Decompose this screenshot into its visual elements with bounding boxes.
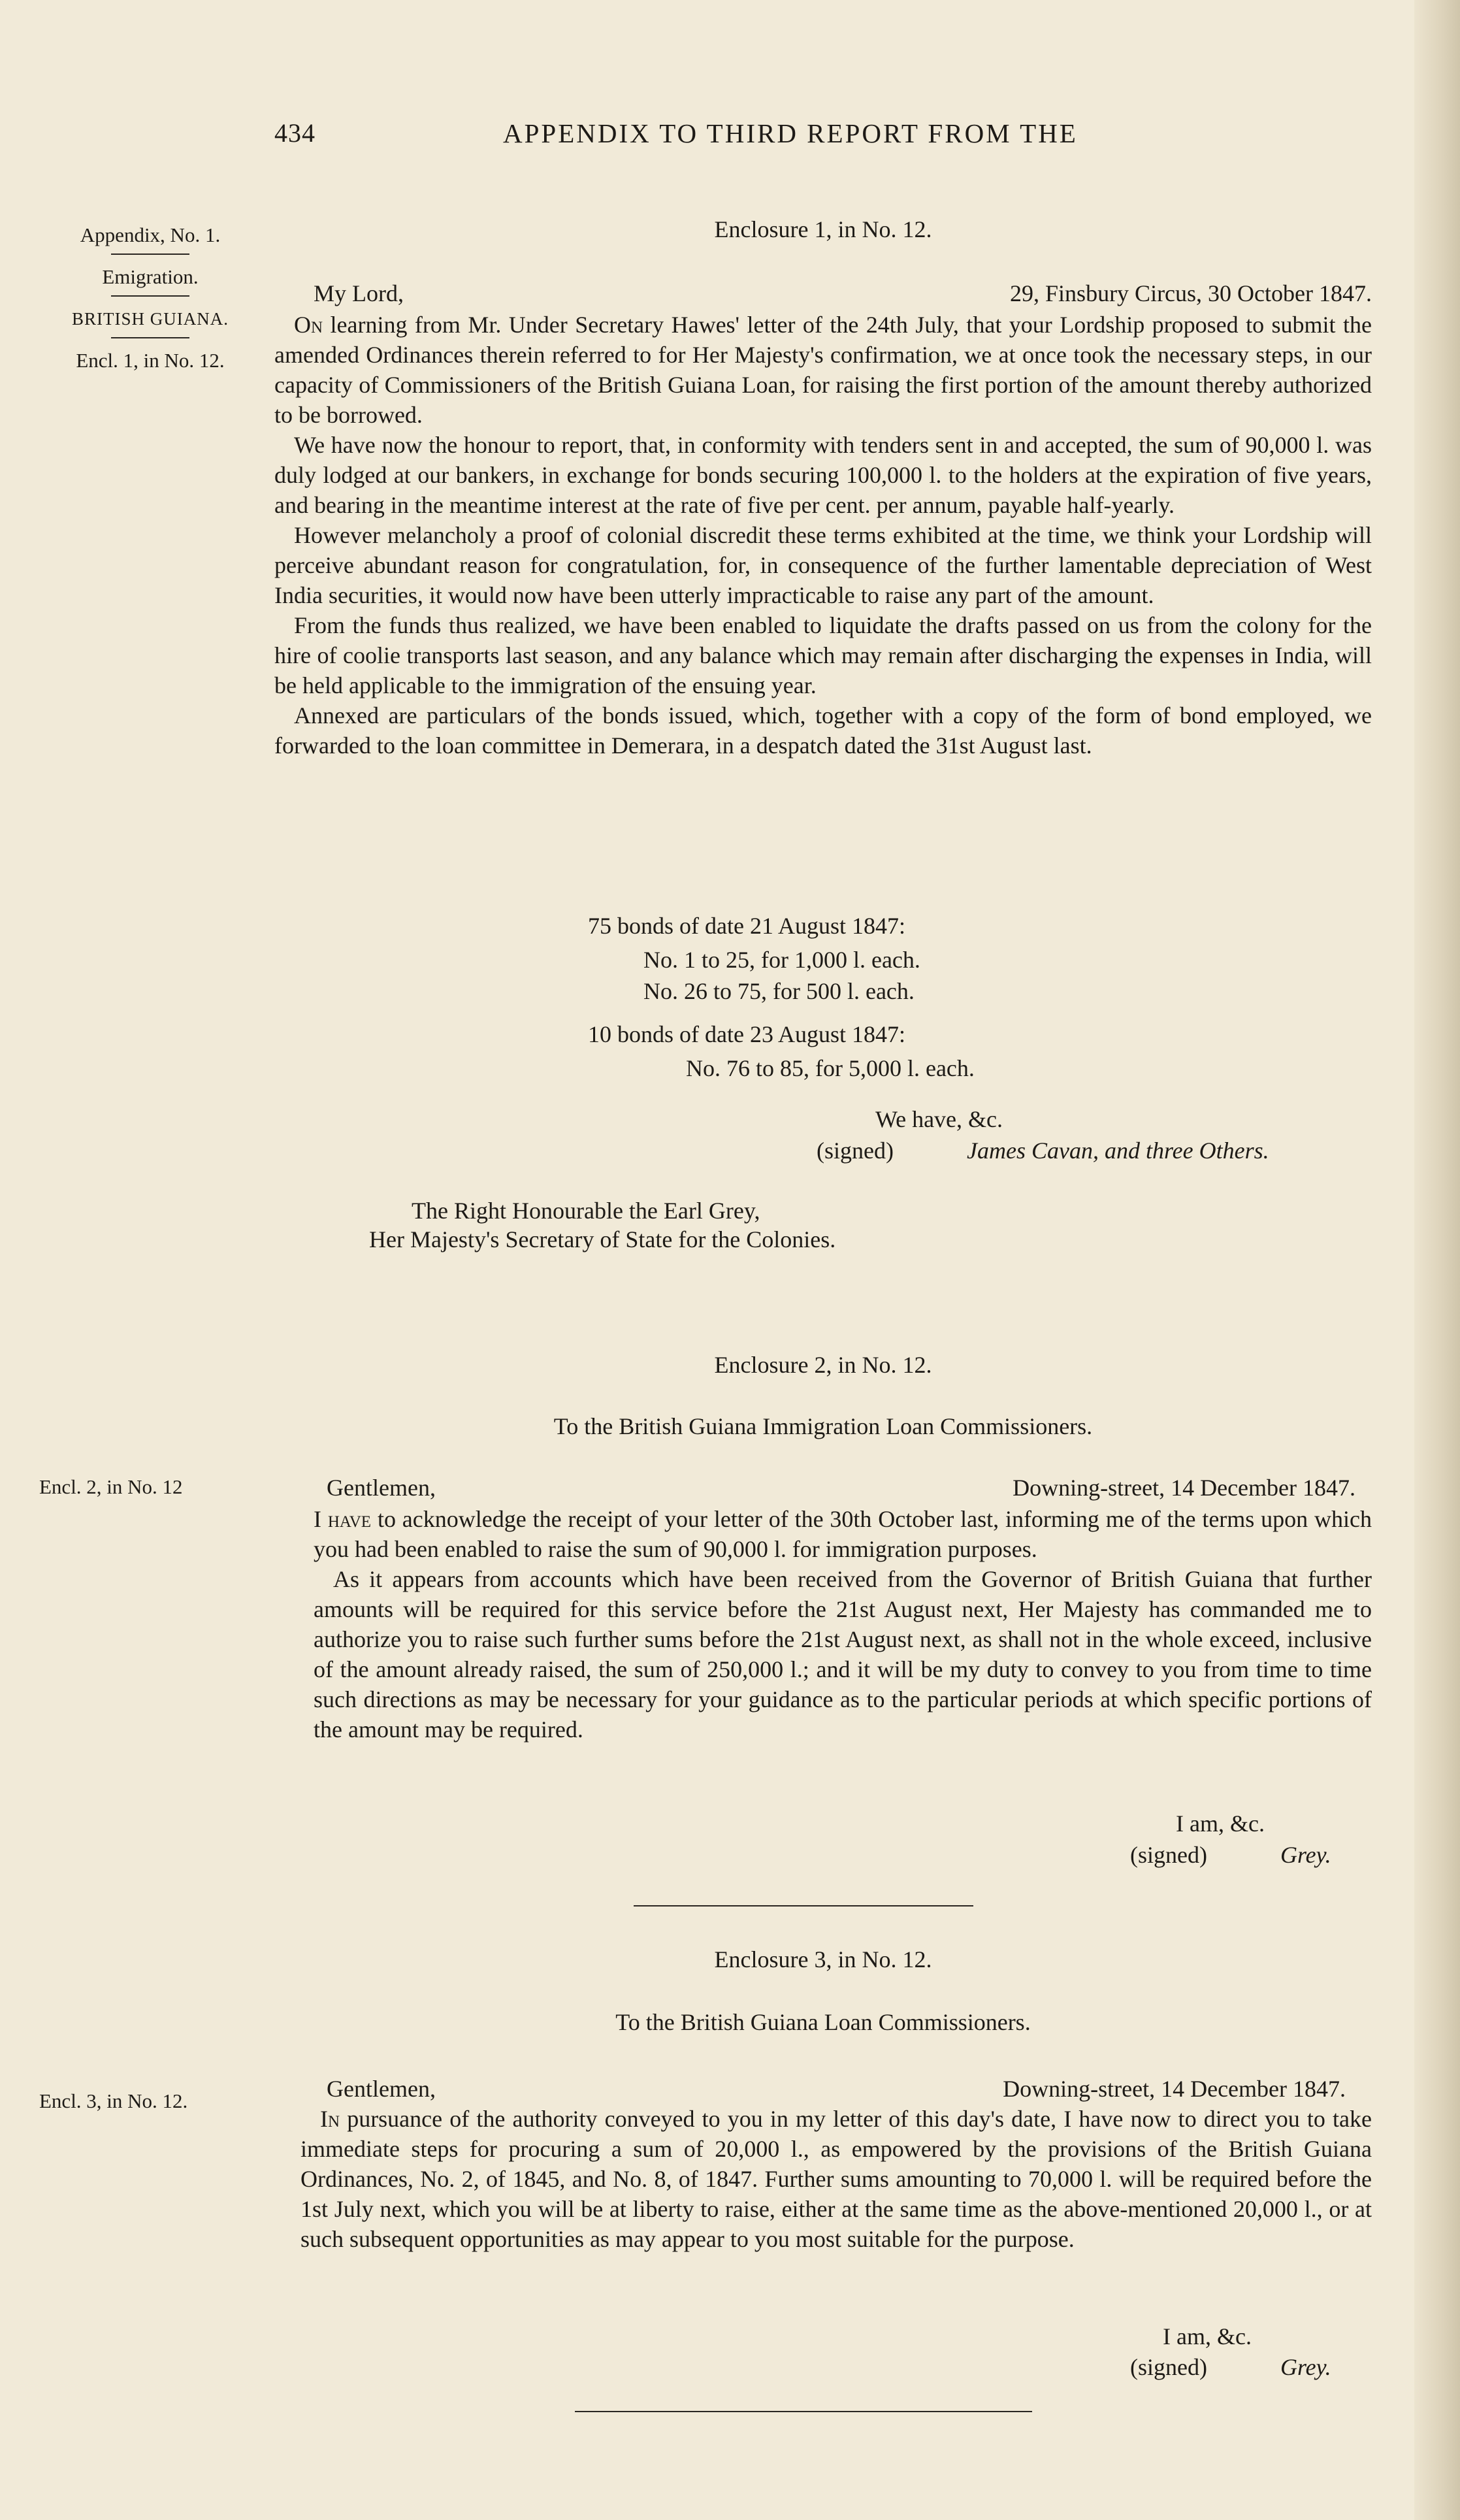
page-header: [0, 118, 1460, 157]
enclosure2-addressee: To the British Guiana Immigration Loan Commissioners.: [553, 1413, 1093, 1439]
signatory: Grey.: [1280, 1842, 1331, 1868]
paragraph: Annexed are particulars of the bonds issued, which, together with a copy of the form of bond employed, we forwarded to the loan committee in Demerara, in a despatch dated the 31st August last.: [274, 702, 1372, 759]
bonds2-line: No. 76 to 85, for 5,000 l. each.: [686, 1055, 975, 1081]
margin-rule: [111, 337, 189, 338]
signed-label: (signed): [817, 1137, 894, 1164]
salutation: Gentlemen,: [327, 2076, 436, 2102]
dateline: 29, Finsbury Circus, 30 October 1847.: [1010, 280, 1372, 306]
margin-encl1: Encl. 1, in No. 12.: [76, 349, 225, 372]
margin-topic: Emigration.: [102, 265, 199, 288]
enclosure3-addressee: To the British Guiana Loan Commissioners.: [615, 2009, 1031, 2035]
margin-encl3: Encl. 3, in No. 12.: [39, 2089, 188, 2112]
closing: I am, &c.: [1176, 1810, 1265, 1837]
dateline: Downing-street, 14 December 1847.: [1003, 2076, 1346, 2102]
margin-encl2: Encl. 2, in No. 12: [39, 1475, 183, 1498]
bonds1-title: 75 bonds of date 21 August 1847:: [588, 913, 905, 939]
section-rule: [575, 2411, 1032, 2412]
enclosure3-salutation-row: [274, 2075, 1372, 2108]
enclosure1-body: [274, 310, 1372, 761]
paragraph: [274, 310, 1372, 430]
enclosure3-heading: Enclosure 3, in No. 12.: [714, 1946, 932, 1972]
page-number: 434: [274, 118, 316, 148]
enclosure1-heading: Enclosure 1, in No. 12.: [714, 216, 932, 242]
opening-word: On: [294, 312, 323, 338]
enclosure2-salutation-row: [274, 1474, 1372, 1507]
running-title: APPENDIX TO THIRD REPORT FROM THE: [503, 118, 1078, 148]
closing: I am, &c.: [1163, 2323, 1252, 2349]
signatory: James Cavan, and three Others.: [967, 1137, 1269, 1164]
bonds2-title: 10 bonds of date 23 August 1847:: [588, 1021, 905, 1047]
signed-label: (signed): [1130, 2354, 1207, 2380]
paragraph: [300, 2104, 1372, 2254]
salutation: My Lord,: [314, 280, 404, 306]
addressee: Her Majesty's Secretary of State for the Colonies.: [369, 1226, 836, 1252]
closing: We have, &c.: [875, 1106, 1003, 1132]
margin-colony: BRITISH GUIANA.: [72, 309, 229, 329]
bonds1-line: No. 1 to 25, for 1,000 l. each.: [643, 947, 920, 973]
signatory: Grey.: [1280, 2354, 1331, 2380]
salutation: Gentlemen,: [327, 1475, 436, 1501]
paragraph: [314, 1504, 1372, 1564]
margin-notes: [39, 221, 261, 375]
dateline: Downing-street, 14 December 1847.: [1013, 1475, 1355, 1501]
paragraph: From the funds thus realized, we have been enabled to liquidate the drafts passed on us from the colony for the hire of coolie transports last season, and any balance which may remain after discharging the expenses in India, will be held applicable to the immigration of the ensuing year.: [274, 612, 1372, 698]
paragraph-text: to acknowledge the receipt of your letter of the 30th October last, informing me of the terms upon which you had been enabled to raise the sum of 90,000 l. for immigration purposes.: [314, 1506, 1372, 1562]
page-edge: [1414, 0, 1460, 2520]
bonds1-line: No. 26 to 75, for 500 l. each.: [643, 978, 915, 1004]
enclosure2-heading: Enclosure 2, in No. 12.: [714, 1352, 932, 1378]
paragraph-text: learning from Mr. Under Secretary Hawes' letter of the 24th July, that your Lordship proposed to submit the amended Ordinances therein referred to for Her Majesty's confirmation, we at once took the necessary steps, in our capacity of Commissioners of the British Guiana Loan, for raising the first portion of the amount thereby authorized to be borrowed.: [274, 312, 1372, 428]
paragraph-text: pursuance of the authority conveyed to you in my letter of this day's date, I have now to direct you to take immediate steps for procuring a sum of 20,000 l., as empowered by the provisions of the British Guiana Ordinances, No. 2, of 1845, and No. 8, of 1847. Further sums amounting to 70,000 l. will be required before the 1st July next, which you will be at liberty to raise, either at the same time as the above-mentioned 20,000 l., or at such subsequent opportunities as may appear to you most suitable for the purpose.: [300, 2106, 1372, 2252]
opening-word: I have: [314, 1506, 372, 1532]
margin-appendix: Appendix, No. 1.: [80, 223, 221, 246]
addressee: The Right Honourable the Earl Grey,: [412, 1198, 760, 1224]
paragraph: As it appears from accounts which have been received from the Governor of British Guiana that further amounts will be required for this service before the 21st August next, Her Majesty has commanded me to authorize you to raise such further sums before the 21st August next, as shall not in the whole exceed, inclusive of the amount already raised, the sum of 250,000 l.; and it will be my duty to convey to you from time to time such directions as may be necessary for your guidance as to the particular periods at which specific portions of the amount may be required.: [314, 1566, 1372, 1743]
paragraph: We have now the honour to report, that, in conformity with tenders sent in and accepted, the sum of 90,000 l. was duly lodged at our bankers, in exchange for bonds securing 100,000 l. to the holders at the expiration of five years, and bearing in the meantime interest at the rate of five per cent. per annum, payable half-yearly.: [274, 432, 1372, 518]
section-rule: [634, 1905, 973, 1906]
enclosure3-body: [300, 2104, 1372, 2254]
signed-label: (signed): [1130, 1842, 1207, 1868]
enclosure1-salutation-row: [274, 280, 1372, 312]
enclosure2-body: [314, 1504, 1372, 1744]
margin-rule: [111, 254, 189, 255]
margin-rule: [111, 295, 189, 297]
paragraph: However melancholy a proof of colonial discredit these terms exhibited at the time, we think your Lordship will perceive abundant reason for congratulation, for, in consequence of the further lamentable depreciation of West India securities, it would now have been utterly impracticable to raise any part of the amount.: [274, 522, 1372, 608]
opening-word: In: [320, 2106, 340, 2132]
